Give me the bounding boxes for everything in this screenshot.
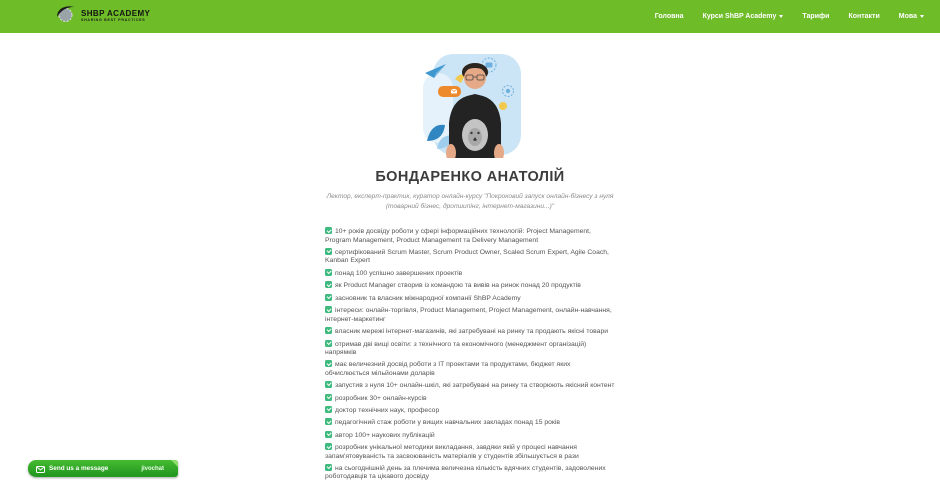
achievement-text: 10+ років досвіду роботи у сфері інформаційних технологій: Project Management, Program Management, Product Management та Delivery Management <box>325 228 591 244</box>
achievement-item <box>325 381 615 390</box>
checkmark-icon <box>325 406 332 413</box>
achievement-item <box>325 340 615 358</box>
achievement-item <box>325 418 615 427</box>
achievement-text: понад 100 успішно завершених проектів <box>335 269 463 277</box>
lecturer-photo <box>413 51 527 158</box>
checkmark-icon <box>325 360 332 367</box>
checkmark-icon <box>325 281 332 288</box>
nav-item[interactable] <box>655 13 684 20</box>
envelope-icon <box>36 460 45 478</box>
chevron-down-icon <box>920 15 924 18</box>
achievement-text: розробник унікальної методики викладання, завдяки якій у процесі навчання запам'ятовуваність та засвоюваність матеріалів у студентів збільшується в рази <box>325 444 579 460</box>
achievement-text: автор 100+ наукових публікацій <box>335 431 435 439</box>
achievement-item <box>325 281 615 290</box>
achievement-item <box>325 464 615 482</box>
chevron-down-icon <box>779 15 783 18</box>
checkmark-icon <box>325 418 332 425</box>
checkmark-icon <box>325 381 332 388</box>
checkmark-icon <box>325 227 332 234</box>
lecturer-achievements-list <box>325 227 615 481</box>
checkmark-icon <box>325 431 332 438</box>
achievement-item <box>325 269 615 278</box>
logo-swoosh-icon <box>55 4 76 30</box>
achievement-item <box>325 360 615 378</box>
checkmark-icon <box>325 327 332 334</box>
checkmark-icon <box>325 294 332 301</box>
nav-item-label: Контакти <box>848 13 880 20</box>
achievement-text: засновник та власник міжнародної компанії ShBP Academy <box>335 294 521 302</box>
achievement-item <box>325 327 615 336</box>
top-header <box>0 0 940 33</box>
achievement-item <box>325 227 615 245</box>
nav-item[interactable] <box>848 13 879 20</box>
achievement-item <box>325 294 615 303</box>
nav-item[interactable] <box>899 13 924 20</box>
achievement-text: сертифікований Scrum Master, Scrum Product Owner, Scaled Scrum Expert, Agile Coach, Kanban Expert <box>325 249 609 265</box>
logo-subtitle: SHARING BEST PRACTICES <box>81 17 146 22</box>
chat-message-label: Send us a message <box>49 465 109 472</box>
achievement-item <box>325 248 615 266</box>
checkmark-icon <box>325 269 332 276</box>
nav-item[interactable] <box>802 13 829 20</box>
achievement-text: власник мережі інтернет-магазинів, які затребувані на ринку та продають якісні товари <box>335 328 609 336</box>
achievement-item <box>325 306 615 324</box>
checkmark-icon <box>325 248 332 255</box>
lecturer-section <box>0 51 940 482</box>
achievement-text: має величезний досвід роботи з ІТ проектами та продуктами, бюджет яких обчислюється мільйонами доларів <box>325 361 571 377</box>
checkmark-icon <box>325 394 332 401</box>
checkmark-icon <box>325 306 332 313</box>
chat-brand-label: jivochat <box>141 465 164 472</box>
achievement-text: інтереси: онлайн-торгівля, Product Management, Project Management, онлайн-навчання, інтернет-маркетинг <box>325 307 612 323</box>
achievement-item <box>325 394 615 403</box>
achievement-text: як Product Manager створив із командою та вивів на ринок понад 20 продуктів <box>335 282 581 290</box>
nav-item-label: Мова <box>898 13 917 20</box>
lecturer-subtitle: Лектор, експерт-практик, куратор онлайн-курсу "Покроковий запуск онлайн-бізнесу з нуля (товарний бізнес, дропшипінг, інтернет-магазини...)" <box>326 193 614 211</box>
nav-item-label: Тарифи <box>802 13 830 20</box>
nav-item-label: Головна <box>654 13 684 20</box>
checkmark-icon <box>325 340 332 347</box>
achievement-item <box>325 431 615 440</box>
logo-title: SHBP ACADEMY <box>81 9 151 19</box>
achievement-text: педагогічний стаж роботи у вищих навчальних закладах понад 15 років <box>335 419 561 427</box>
achievement-item <box>325 406 615 415</box>
achievement-text: запустив з нуля 10+ онлайн-шкіл, які затребувані на ринку та створюють якісний контент <box>335 382 615 390</box>
nav-item-label: Курси ShBP Academy <box>702 13 777 20</box>
nav-item[interactable] <box>703 13 784 20</box>
checkmark-icon <box>325 464 332 471</box>
main-nav <box>655 13 924 20</box>
shbp-academy-logo[interactable] <box>55 4 150 30</box>
lecturer-name: БОНДАРЕНКО АНАТОЛІЙ <box>375 169 565 185</box>
achievement-text: розробник 30+ онлайн-курсів <box>335 394 427 402</box>
achievement-text: на сьогоднішній день за плечима величезна кількість вдячних студентів, задоволених роботодавців та цікавого досвіду <box>325 465 606 481</box>
checkmark-icon <box>325 443 332 450</box>
jivochat-widget[interactable] <box>28 460 178 477</box>
achievement-text: отримав дві вищі освіти: з технічного та економічного (менеджмент організацій) напрямків <box>325 340 587 356</box>
achievement-item <box>325 443 615 461</box>
achievement-text: доктор технічних наук, професор <box>335 407 440 414</box>
